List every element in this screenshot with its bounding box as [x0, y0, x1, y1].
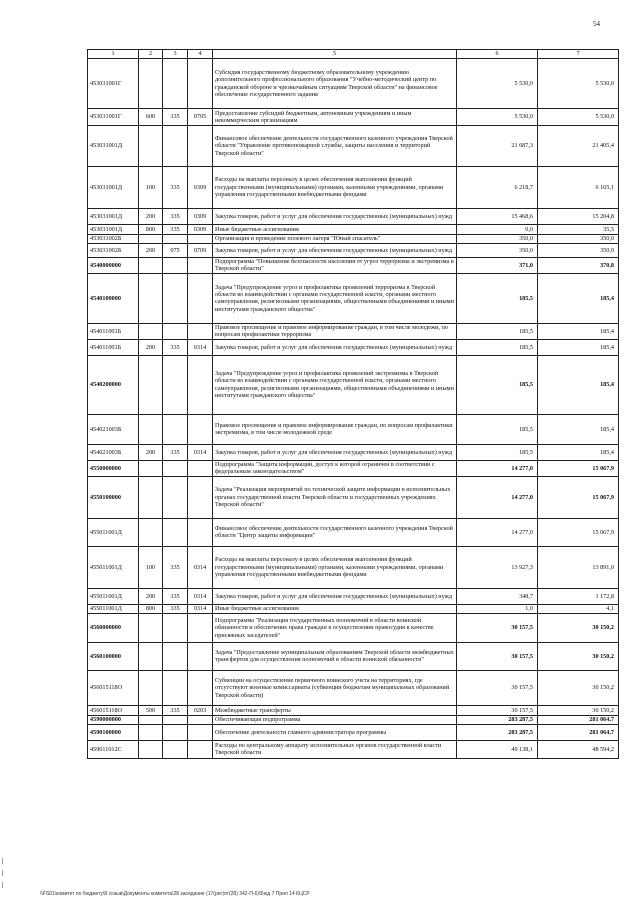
- cell-c3: 335: [163, 604, 188, 613]
- cell-v7: 30 150,2: [538, 670, 619, 705]
- cell-code: 4560100000: [88, 642, 139, 670]
- cell-desc: Подпрограмма "Защита информации, доступ к которой ограничен в соответствии с федеральным законодательством": [213, 460, 457, 476]
- cell-c4: 0314: [188, 444, 213, 460]
- cell-c3: [163, 235, 188, 244]
- cell-c3: [163, 740, 188, 758]
- cell-c4: 0309: [188, 225, 213, 235]
- cell-code: 454011001Б: [88, 323, 139, 339]
- cell-code: 454021003Б: [88, 414, 139, 444]
- page-number: 54: [593, 20, 600, 28]
- cell-code: 4590100000: [88, 724, 139, 740]
- cell-v6: 283 287,5: [457, 724, 538, 740]
- cell-v7: 185,4: [538, 414, 619, 444]
- cell-v6: 0,0: [457, 225, 538, 235]
- cell-desc: Обеспечивающая подпрограмма: [213, 715, 457, 724]
- cell-desc: Организация и проведение полевого лагеря "Юный спасатель": [213, 235, 457, 244]
- cell-c2: 500: [139, 705, 163, 715]
- cell-desc: Расходы на выплаты персоналу в целях обеспечения выполнения функций государственными (муниципальными) органами, казенными учреждениями, органами управления государственными внебюджетными фондами: [213, 167, 457, 209]
- table-row: [88, 613, 619, 642]
- table-row: [88, 444, 619, 460]
- cell-v7: 370,8: [538, 258, 619, 274]
- cell-code: 455011001Д: [88, 588, 139, 604]
- cell-v7: 6 165,1: [538, 167, 619, 209]
- cell-c3: [163, 126, 188, 167]
- cell-c4: [188, 323, 213, 339]
- margin-mark: [2, 858, 3, 864]
- table-row: [88, 724, 619, 740]
- cell-c4: [188, 518, 213, 546]
- cell-c3: [163, 518, 188, 546]
- cell-c4: [188, 414, 213, 444]
- cell-code: 453031001Д: [88, 209, 139, 225]
- cell-v6: 21 687,3: [457, 126, 538, 167]
- cell-code: 453031001Д: [88, 167, 139, 209]
- cell-c4: [188, 460, 213, 476]
- cell-v6: 185,5: [457, 339, 538, 355]
- cell-code: 4540200000: [88, 355, 139, 414]
- cell-desc: Финансовое обеспечение деятельности государственного казенного учреждения Тверской области "Центр защиты информации": [213, 518, 457, 546]
- cell-c3: [163, 258, 188, 274]
- cell-v6: 14 277,0: [457, 460, 538, 476]
- table-header-row: [88, 50, 619, 59]
- cell-c4: [188, 613, 213, 642]
- cell-c3: [163, 460, 188, 476]
- cell-c3: 335: [163, 109, 188, 126]
- cell-desc: Закупка товаров, работ и услуг для обеспечения государственных (муниципальных) нужд: [213, 209, 457, 225]
- cell-desc: Финансовое обеспечение деятельности государственного казенного учреждения Тверской области "Управление противопожарной службы, защиты населения и территорий Тверской области": [213, 126, 457, 167]
- cell-v6: 185,5: [457, 355, 538, 414]
- cell-c3: 335: [163, 339, 188, 355]
- table-row: [88, 715, 619, 724]
- cell-code: 4550000000: [88, 460, 139, 476]
- cell-v7: 350,0: [538, 235, 619, 244]
- cell-c3: [163, 414, 188, 444]
- cell-c2: [139, 323, 163, 339]
- table-row: [88, 323, 619, 339]
- table-row: [88, 476, 619, 518]
- cell-code: 455011001Д: [88, 518, 139, 546]
- cell-code: 456015118О: [88, 670, 139, 705]
- cell-c2: [139, 258, 163, 274]
- cell-c3: [163, 476, 188, 518]
- cell-c2: [139, 476, 163, 518]
- cell-c4: 0309: [188, 167, 213, 209]
- cell-c3: [163, 613, 188, 642]
- cell-desc: Субвенции на осуществление первичного воинского учета на территориях, где отсутствуют военные комиссариаты (субвенции бюджетам муниципальных образований Тверской области): [213, 670, 457, 705]
- cell-code: 453031002Б: [88, 235, 139, 244]
- cell-v7: 48 594,2: [538, 740, 619, 758]
- cell-desc: Правовое просвещение и правовое информирование граждан, в том числе молодежи, по вопросам профилактики терроризма: [213, 323, 457, 339]
- cell-c2: [139, 460, 163, 476]
- cell-c4: 0314: [188, 604, 213, 613]
- cell-c4: 0203: [188, 705, 213, 715]
- cell-v6: 1,0: [457, 604, 538, 613]
- cell-c4: 0314: [188, 546, 213, 588]
- cell-desc: Задача "Предупреждение угроз и профилактика проявлений терроризма в Тверской области во взаимодействии с органами государственной власти, органами местного самоуправления, религиозными организациями, общественными объединениями и иными институтами гражданского общества": [213, 273, 457, 323]
- cell-c2: [139, 414, 163, 444]
- cell-c2: 100: [139, 167, 163, 209]
- table-row: [88, 705, 619, 715]
- cell-c4: 0314: [188, 588, 213, 604]
- table-row: [88, 273, 619, 323]
- cell-v6: 15 468,6: [457, 209, 538, 225]
- cell-c4: [188, 273, 213, 323]
- cell-c2: 200: [139, 339, 163, 355]
- cell-v6: 49 138,1: [457, 740, 538, 758]
- cell-c2: [139, 642, 163, 670]
- cell-v6: 185,5: [457, 444, 538, 460]
- cell-v7: 4,1: [538, 604, 619, 613]
- cell-c4: [188, 715, 213, 724]
- cell-v6: 348,7: [457, 588, 538, 604]
- cell-v7: 15 067,9: [538, 476, 619, 518]
- cell-code: 4540100000: [88, 273, 139, 323]
- table-row: [88, 460, 619, 476]
- cell-v7: 281 064,7: [538, 724, 619, 740]
- cell-v7: 281 064,7: [538, 715, 619, 724]
- cell-v7: 15 067,9: [538, 518, 619, 546]
- cell-c3: [163, 323, 188, 339]
- table-row: [88, 167, 619, 209]
- table-row: [88, 126, 619, 167]
- cell-c3: 335: [163, 444, 188, 460]
- cell-v6: 185,5: [457, 414, 538, 444]
- cell-v6: 6 218,7: [457, 167, 538, 209]
- cell-desc: Закупка товаров, работ и услуг для обеспечения государственных (муниципальных) нужд: [213, 339, 457, 355]
- cell-code: 453031001Г: [88, 59, 139, 109]
- cell-c2: 200: [139, 444, 163, 460]
- cell-desc: Иные бюджетные ассигнования: [213, 225, 457, 235]
- cell-code: 4550100000: [88, 476, 139, 518]
- cell-c4: [188, 670, 213, 705]
- cell-desc: Закупка товаров, работ и услуг для обеспечения государственных (муниципальных) нужд: [213, 444, 457, 460]
- cell-c2: [139, 355, 163, 414]
- cell-desc: Субсидия государственному бюджетному образовательному учреждению дополнительного профессионального образования "Учебно-методический центр по гражданской обороне и чрезвычайным ситуациям Тверской области" на финансовое обеспечение государственного задания: [213, 59, 457, 109]
- cell-desc: Правовое просвещение и правовое информирование граждан, по вопросам профилактики экстремизма, в том числе молодежной среде: [213, 414, 457, 444]
- header-cell: 2: [139, 50, 163, 59]
- cell-c3: 335: [163, 546, 188, 588]
- cell-c2: [139, 59, 163, 109]
- cell-v7: 13 891,0: [538, 546, 619, 588]
- cell-c4: [188, 476, 213, 518]
- cell-v7: 1 172,8: [538, 588, 619, 604]
- table-row: [88, 244, 619, 258]
- cell-c2: [139, 670, 163, 705]
- cell-v7: 30 150,2: [538, 642, 619, 670]
- cell-v7: 15 204,8: [538, 209, 619, 225]
- cell-desc: Задача "Предупреждение угроз и профилактика проявлений экстремизма в Тверской области во взаимодействии с органами государственной власти, органами местного самоуправления, религиозными организациями, общественными объединениями и иными институтами гражданского общества": [213, 355, 457, 414]
- cell-v7: 35,5: [538, 225, 619, 235]
- header-cell: 5: [213, 50, 457, 59]
- table-row: [88, 258, 619, 274]
- cell-c2: 100: [139, 546, 163, 588]
- cell-v7: 350,0: [538, 244, 619, 258]
- cell-c3: [163, 273, 188, 323]
- cell-c2: 200: [139, 209, 163, 225]
- cell-c3: [163, 642, 188, 670]
- cell-v6: 30 157,5: [457, 613, 538, 642]
- cell-code: 453031001Г: [88, 109, 139, 126]
- cell-v7: 21 405,4: [538, 126, 619, 167]
- cell-c4: 0705: [188, 109, 213, 126]
- cell-desc: Задача "Предоставление муниципальным образованиям Тверской области межбюджетных трансфертов для осуществления полномочий в области воинской обязанности": [213, 642, 457, 670]
- cell-code: 455011001Д: [88, 546, 139, 588]
- table-row: [88, 414, 619, 444]
- table-row: [88, 604, 619, 613]
- cell-code: 455011001Д: [88, 604, 139, 613]
- margin-mark: [2, 882, 3, 888]
- cell-c2: [139, 740, 163, 758]
- header-cell: 4: [188, 50, 213, 59]
- cell-v7: 185,4: [538, 323, 619, 339]
- cell-c3: 335: [163, 167, 188, 209]
- table-row: [88, 235, 619, 244]
- table-row: [88, 546, 619, 588]
- table-row: [88, 225, 619, 235]
- cell-desc: Расходы на выплаты персоналу в целях обеспечения выполнения функций государственными (муниципальными) органами, казенными учреждениями, органами управления государственными внебюджетными фондами: [213, 546, 457, 588]
- cell-c3: 335: [163, 209, 188, 225]
- table-row: [88, 670, 619, 705]
- cell-v7: 185,4: [538, 444, 619, 460]
- cell-v7: 185,4: [538, 273, 619, 323]
- cell-c4: 0709: [188, 244, 213, 258]
- cell-c3: [163, 670, 188, 705]
- cell-c4: [188, 724, 213, 740]
- cell-c4: [188, 642, 213, 670]
- cell-v7: 30 150,2: [538, 613, 619, 642]
- cell-c4: 0314: [188, 339, 213, 355]
- cell-c4: [188, 59, 213, 109]
- cell-c3: [163, 59, 188, 109]
- table-row: [88, 642, 619, 670]
- cell-v7: 185,4: [538, 339, 619, 355]
- cell-code: 459011012С: [88, 740, 139, 758]
- cell-v6: 30 157,5: [457, 642, 538, 670]
- cell-v7: 185,4: [538, 355, 619, 414]
- cell-c2: [139, 273, 163, 323]
- cell-v6: 30 157,5: [457, 705, 538, 715]
- cell-desc: Расходы по центральному аппарату исполнительных органов государственной власти Тверской области: [213, 740, 457, 758]
- cell-code: 456015118О: [88, 705, 139, 715]
- cell-v6: 5 530,0: [457, 109, 538, 126]
- cell-c3: 335: [163, 588, 188, 604]
- cell-v7: 30 150,2: [538, 705, 619, 715]
- cell-c2: [139, 126, 163, 167]
- budget-table: [87, 49, 619, 759]
- header-cell: 3: [163, 50, 188, 59]
- table-row: [88, 109, 619, 126]
- cell-c2: [139, 518, 163, 546]
- cell-c4: [188, 258, 213, 274]
- cell-v7: 5 530,0: [538, 109, 619, 126]
- cell-v6: 185,5: [457, 273, 538, 323]
- cell-desc: Межбюджетные трансферты: [213, 705, 457, 715]
- cell-desc: Закупка товаров, работ и услуг для обеспечения государственных (муниципальных) нужд: [213, 588, 457, 604]
- cell-c2: 800: [139, 225, 163, 235]
- cell-c2: [139, 715, 163, 724]
- cell-c2: 200: [139, 588, 163, 604]
- cell-c4: [188, 126, 213, 167]
- table-row: [88, 339, 619, 355]
- cell-c3: [163, 715, 188, 724]
- cell-v6: 185,5: [457, 323, 538, 339]
- cell-v6: 350,0: [457, 244, 538, 258]
- cell-v7: 15 067,9: [538, 460, 619, 476]
- cell-v6: 14 277,0: [457, 518, 538, 546]
- cell-desc: Иные бюджетные ассигнования: [213, 604, 457, 613]
- margin-mark: [2, 870, 3, 876]
- cell-v6: 350,0: [457, 235, 538, 244]
- file-path-footer: \\FS01\комитет по бюджету\8 созыв\Документы комитета\28 заседание (17(рег)от(28) 342-П-6)\Бюд 7 Прил 14 КЦСР: [40, 891, 310, 897]
- header-cell: 7: [538, 50, 619, 59]
- table-row: [88, 209, 619, 225]
- cell-desc: Подпрограмма "Повышение безопасности населения от угроз терроризма и экстремизма в Тверской области": [213, 258, 457, 274]
- cell-desc: Закупка товаров, работ и услуг для обеспечения государственных (муниципальных) нужд: [213, 244, 457, 258]
- cell-c2: [139, 724, 163, 740]
- cell-desc: Обеспечение деятельности главного администратора программы: [213, 724, 457, 740]
- cell-v6: 30 157,5: [457, 670, 538, 705]
- cell-v6: 371,0: [457, 258, 538, 274]
- cell-v6: 5 530,0: [457, 59, 538, 109]
- cell-c3: 335: [163, 705, 188, 715]
- cell-c3: 075: [163, 244, 188, 258]
- cell-code: 454021003Б: [88, 444, 139, 460]
- cell-c4: [188, 740, 213, 758]
- cell-v6: 13 927,3: [457, 546, 538, 588]
- cell-code: 453031001Д: [88, 225, 139, 235]
- header-cell: 1: [88, 50, 139, 59]
- cell-c3: 335: [163, 225, 188, 235]
- cell-c4: 0309: [188, 209, 213, 225]
- table-row: [88, 588, 619, 604]
- cell-desc: Задача "Реализация мероприятий по технической защите информации в исполнительных органах государственной власти Тверской области и государственных учреждениях Тверской области": [213, 476, 457, 518]
- cell-code: 454011001Б: [88, 339, 139, 355]
- cell-c3: [163, 355, 188, 414]
- cell-c3: [163, 724, 188, 740]
- cell-c2: 600: [139, 109, 163, 126]
- cell-c4: [188, 235, 213, 244]
- cell-c4: [188, 355, 213, 414]
- table-row: [88, 59, 619, 109]
- cell-code: 4540000000: [88, 258, 139, 274]
- cell-v6: 283 287,5: [457, 715, 538, 724]
- cell-code: 4590000000: [88, 715, 139, 724]
- header-cell: 6: [457, 50, 538, 59]
- cell-v6: 14 277,0: [457, 476, 538, 518]
- cell-v7: 5 530,0: [538, 59, 619, 109]
- cell-c2: 200: [139, 244, 163, 258]
- table-row: [88, 740, 619, 758]
- cell-c2: [139, 613, 163, 642]
- cell-desc: Предоставление субсидий бюджетным, автономным учреждениям и иным некоммерческим организациям: [213, 109, 457, 126]
- cell-desc: Подпрограмма "Реализация государственных полномочий в области воинской обязанности и обеспечение права граждан в осуществлении правосудия в качестве присяжных заседателей": [213, 613, 457, 642]
- cell-code: 4560000000: [88, 613, 139, 642]
- table-row: [88, 355, 619, 414]
- cell-code: 453031002Б: [88, 244, 139, 258]
- cell-c2: 800: [139, 604, 163, 613]
- cell-code: 453031001Д: [88, 126, 139, 167]
- cell-c2: [139, 235, 163, 244]
- table-row: [88, 518, 619, 546]
